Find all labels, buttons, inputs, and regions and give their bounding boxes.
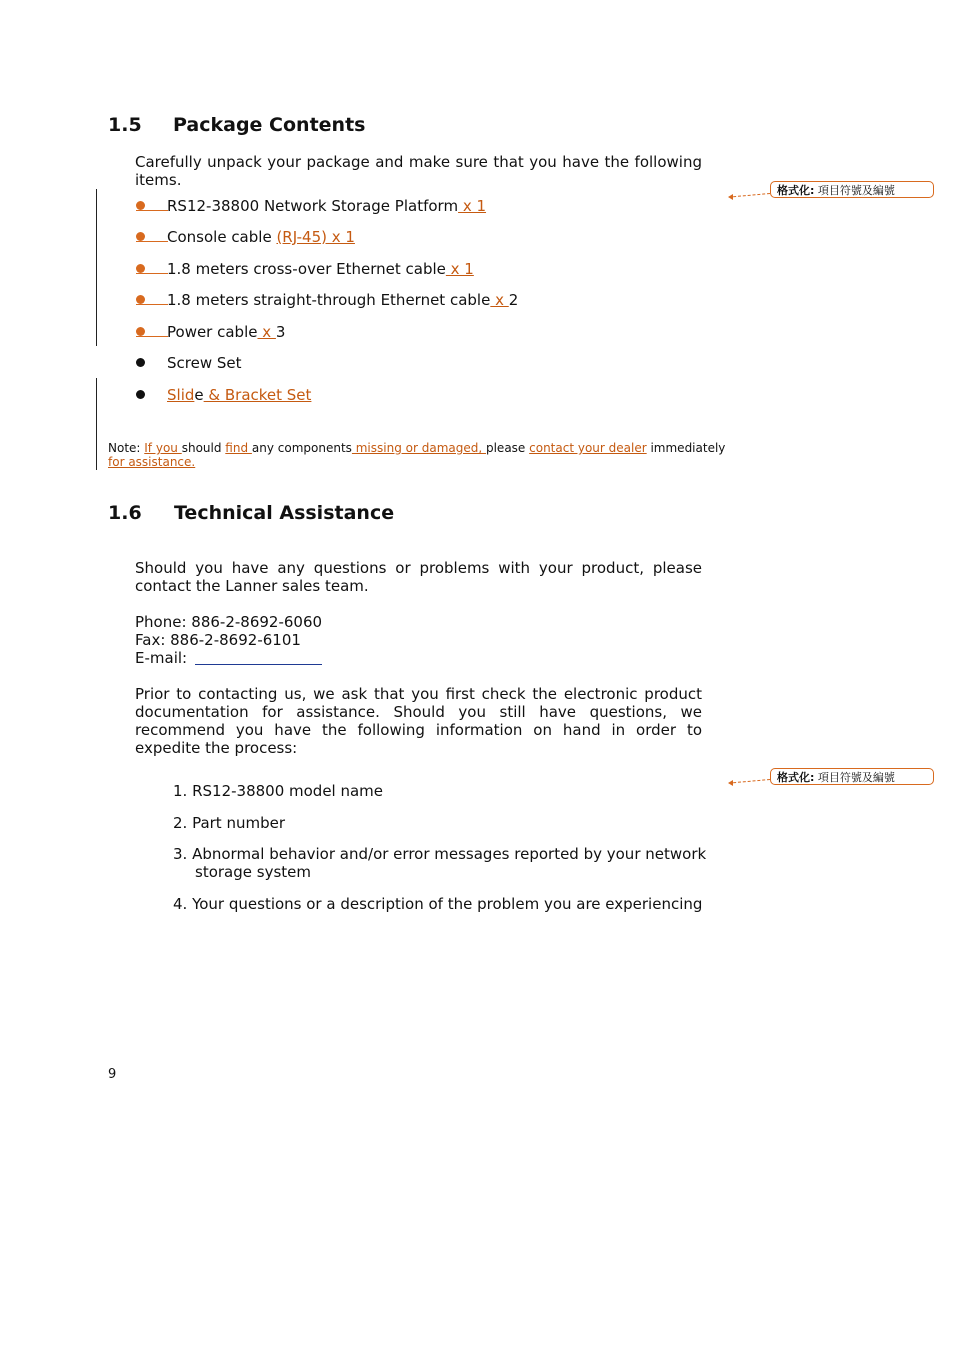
note-text: should [181, 441, 226, 455]
prior-paragraph: Prior to contacting us, we ask that you first check the electronic product documentation for assistance. Should you still have questions, we recommend you have the following information on hand in order to expedite the process: [135, 685, 702, 757]
package-item-text [167, 228, 355, 246]
balloon-label: 格式化: [777, 771, 815, 784]
item-text: 3 [275, 323, 286, 341]
revision-underline [136, 273, 168, 274]
balloon-text: 項目符號及編號 [814, 184, 895, 197]
page-number: 9 [108, 1067, 117, 1082]
package-intro: Carefully unpack your package and make sure that you have the following items. [135, 153, 702, 189]
section-heading-1-6 [108, 502, 508, 526]
section-heading-1-5 [108, 114, 508, 138]
item-text: Screw Set [167, 354, 242, 372]
inserted-text: Slid [167, 386, 195, 404]
package-item-text [167, 386, 311, 404]
balloon-connector [733, 193, 770, 197]
item-text: 1.8 meters cross-over Ethernet cable [167, 260, 446, 278]
revision-underline [136, 336, 168, 337]
format-balloon[interactable] [770, 181, 934, 198]
inserted-text: (RJ-45) x 1 [276, 228, 355, 246]
format-balloon[interactable] [770, 768, 934, 785]
inserted-text: missing or damaged, [351, 441, 486, 455]
revision-underline [136, 304, 168, 305]
list-item: 2. Part number [173, 814, 286, 832]
note-line-1 [108, 441, 725, 455]
bullet-icon [136, 327, 145, 336]
package-item-text [167, 291, 518, 309]
item-text: e [194, 386, 204, 404]
package-item-text [167, 323, 285, 341]
change-bar [96, 378, 97, 470]
change-bar [96, 189, 97, 346]
item-text: Power cable [167, 323, 258, 341]
note-text: immediately [646, 441, 726, 455]
note-text: Note: [108, 441, 145, 455]
package-item-text [167, 260, 474, 278]
fax-line: Fax: 886-2-8692-6101 [135, 631, 301, 649]
bullet-icon [136, 295, 145, 304]
phone-line: Phone: 886-2-8692-6060 [135, 613, 323, 631]
bullet-icon [136, 390, 145, 399]
email-label: E-mail: [135, 649, 192, 667]
balloon-label: 格式化: [777, 184, 815, 197]
list-item: 4. Your questions or a description of the problem you are experiencing [173, 895, 703, 913]
list-item: 1. RS12-38800 model name [173, 782, 384, 800]
inserted-text: x 1 [458, 197, 487, 215]
revision-underline [136, 210, 168, 211]
inserted-text: If you [144, 441, 182, 455]
inserted-text: & Bracket Set [203, 386, 312, 404]
package-item-text [167, 354, 242, 372]
section-number: 1.6 [108, 502, 142, 524]
note-line-2 [108, 455, 195, 469]
section-number: 1.5 [108, 114, 142, 136]
balloon-text: 項目符號及編號 [814, 771, 895, 784]
inserted-text: x 1 [445, 260, 474, 278]
note-text: please [485, 441, 530, 455]
balloon-connector [733, 779, 770, 783]
inserted-text: for assistance. [108, 455, 196, 469]
item-text: Network Storage Platform [259, 197, 459, 215]
item-text: Console cable [167, 228, 277, 246]
list-item: 3. Abnormal behavior and/or error messages reported by your network [173, 845, 707, 863]
list-item-continuation: storage system [195, 863, 311, 881]
bullet-icon [136, 232, 145, 241]
item-text: 2 [508, 291, 519, 309]
bullet-icon [136, 264, 145, 273]
package-item-text [167, 197, 486, 215]
inserted-text: x [257, 323, 276, 341]
bullet-icon [136, 358, 145, 367]
bullet-icon [136, 201, 145, 210]
item-text: 1.8 meters straight-through Ethernet cable [167, 291, 491, 309]
note-text: any components [251, 441, 352, 455]
email-field[interactable] [195, 664, 322, 665]
revision-underline [136, 241, 168, 242]
inserted-text: x [490, 291, 509, 309]
inserted-text: contact your dealer [529, 441, 647, 455]
inserted-text: find [225, 441, 252, 455]
item-text: RS12-38800 [167, 197, 260, 215]
section-title: Package Contents [173, 114, 366, 136]
section-title: Technical Assistance [174, 502, 395, 524]
assistance-intro: Should you have any questions or problems with your product, please contact the Lanner sales team. [135, 559, 702, 595]
